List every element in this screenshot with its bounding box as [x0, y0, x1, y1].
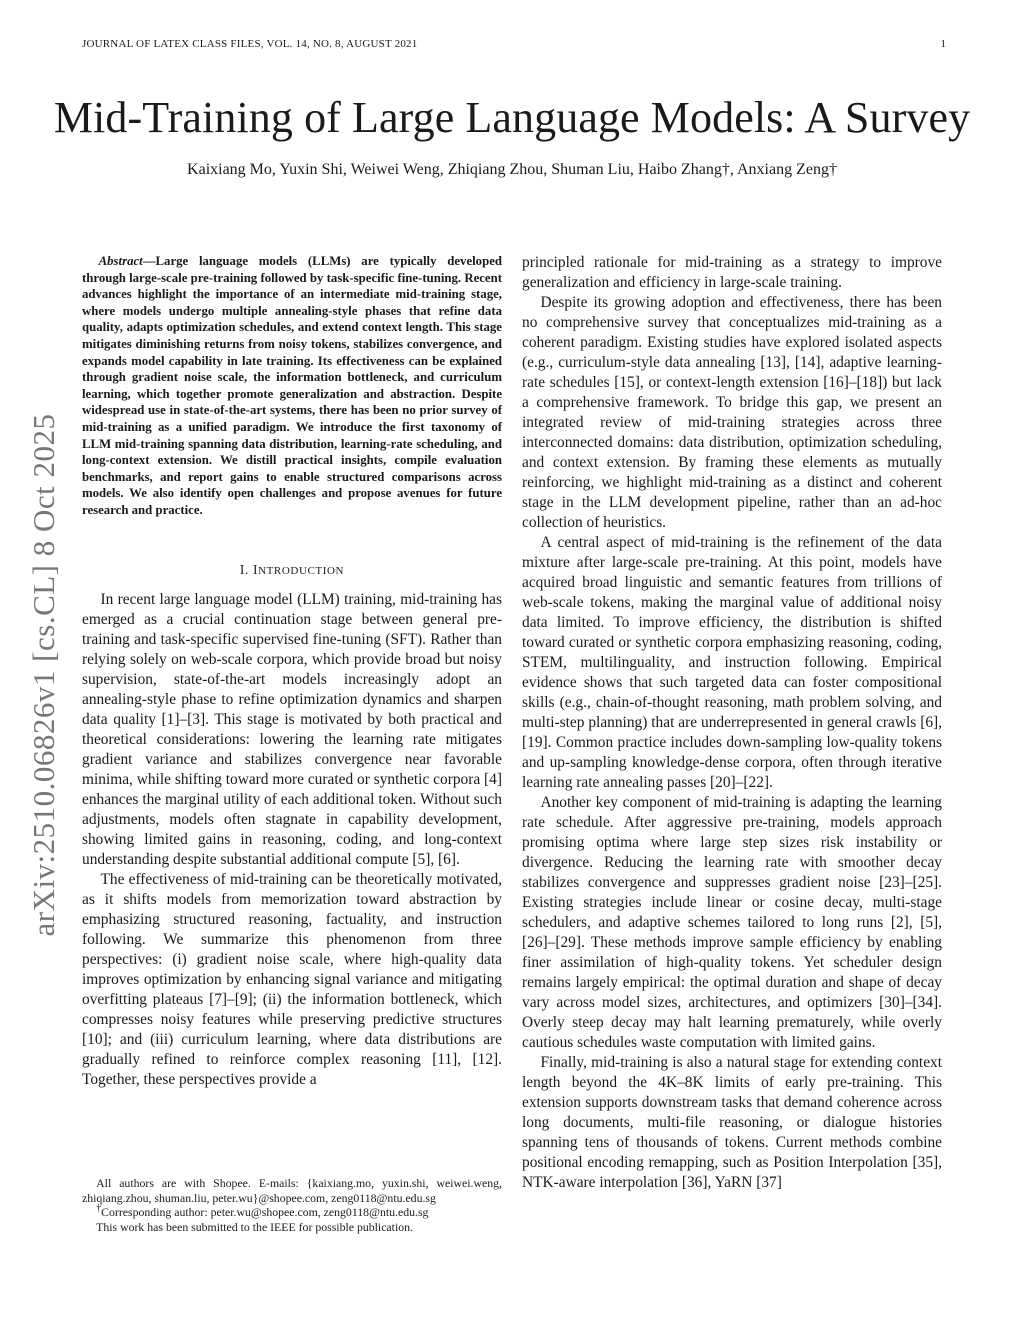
page-number: 1: [940, 38, 946, 50]
section-number: I.: [239, 561, 249, 577]
right-column: [522, 253, 942, 1193]
arxiv-identifier: arXiv:2510.06826v1 [cs.CL] 8 Oct 2025: [26, 413, 61, 937]
abstract-label: Abstract: [98, 254, 143, 268]
intro-paragraph-6: Finally, mid-training is also a natural stage for extending context length beyond the 4K–8K limits of early pre-training. This extension supports downstream tasks that demand coherence across long documents, multi-file reasoning, or dialogue histories spanning tens of thousands of tokens. Current methods combine positional encoding remapping, such as Position Interpolation [35], NTK-aware interpolation [36], YaRN [37]: [522, 1054, 942, 1191]
section-title-initial: I: [252, 561, 259, 577]
running-head: JOURNAL OF LATEX CLASS FILES, VOL. 14, NO. 8, AUGUST 2021: [82, 38, 418, 50]
intro-paragraph-1: In recent large language model (LLM) training, mid-training has emerged as a crucial continuation stage between general pre-training and task-specific supervised fine-tuning (SFT). Rather than relying solely on web-scale corpora, which provide broad but noisy supervision, state-of-the-art models increasingly adopt an annealing-style phase to refine optimization dynamics and sharpen data quality [1]–[3]. This stage is motivated by both practical and theoretical considerations: lowering the learning rate mitigates gradient variance and stabilizes convergence near favorable minima, while shifting toward more curated or synthetic corpora [4] enhances the marginal utility of each additional token. Without such adjustments, models often stagnate in capability development, showing limited gains in reasoning, coding, and long-context understanding despite substantial additional compute [5], [6].: [82, 590, 502, 868]
section-heading-introduction: [82, 562, 502, 578]
intro-paragraph-4: A central aspect of mid-training is the refinement of the data mixture after large-scale pre-training. At this point, models have acquired broad linguistic and semantic features from trillions of web-scale tokens, making the marginal value of additional noisy data limited. To improve efficiency, the distribution is shifted toward curated or synthetic corpora emphasizing reasoning, coding, STEM, multilinguality, and instruction following. Empirical evidence shows that such targeted data can foster compositional skills (e.g., chain-of-thought reasoning, math problem solving, and multi-step planning) that are underrepresented in general crawls [6], [19]. Common practice includes down-sampling low-quality tokens and up-sampling knowledge-dense corpora, often through iterative learning rate annealing passes [20]–[22].: [522, 534, 942, 791]
author-list: Kaixiang Mo, Yuxin Shi, Weiwei Weng, Zhiqiang Zhou, Shuman Liu, Haibo Zhang†, Anxiang Zeng†: [187, 161, 837, 178]
footnotes: [82, 1176, 502, 1234]
footnote-corresponding: [82, 1205, 502, 1220]
intro-paragraph-5: Another key component of mid-training is adapting the learning rate schedule. After aggressive pre-training, models approach promising optima where large step sizes risk instability or divergence. Reducing the learning rate with smoother decay stabilizes convergence and suppresses gradient noise [23]–[25]. Existing strategies include linear or cosine decay, multi-stage schedulers, and adaptive schemes tailored to long runs [2], [5], [26]–[29]. These methods improve sample efficiency by enabling finer assimilation of high-quality tokens. Yet scheduler design remains largely empirical: the optimal duration and shape of decay vary across model sizes, architectures, and optimizers [30]–[34]. Overly steep decay may halt learning prematurely, while overly cautious schedules waste computation with limited gains.: [522, 794, 942, 1051]
footnote-submission: This work has been submitted to the IEEE for possible publication.: [96, 1219, 413, 1234]
abstract-text: —Large language models (LLMs) are typically developed through large-scale pre-training followed by task-specific fine-tuning. Recent advances highlight the importance of an intermediate mid-training stage, where models undergo multiple annealing-style phases that refine data quality, adapts optimization schedules, and extend context length. This stage mitigates diminishing returns from noisy tokens, stabilizes convergence, and expands model capability in late training. Its effectiveness can be explained through gradient noise scale, the information bottleneck, and curriculum learning, which together promote generalization and abstraction. Despite widespread use in state-of-the-art systems, there has been no prior survey of mid-training as a unified paradigm. We introduce the first taxonomy of LLM mid-training spanning data distribution, learning-rate scheduling, and long-context extension. We distill practical insights, compile evaluation benchmarks, and report gains to enable structured comparisons across models. We also identify open challenges and propose avenues for future research and practice.: [82, 254, 502, 517]
footnote-corresponding-text: Corresponding author: peter.wu@shopee.com, zeng0118@ntu.edu.sg: [101, 1205, 429, 1219]
footnote-emails: All authors are with Shopee. E-mails: {kaixiang.mo, yuxin.shi, weiwei.weng, zhiqiang.zhou, shuman.liu, peter.wu}@shopee.com, zeng0118@ntu.edu.sg: [82, 1176, 502, 1205]
intro-paragraph-2-continued: principled rationale for mid-training as a strategy to improve generalization and efficiency in large-scale training.: [522, 254, 942, 291]
paper-title: Mid-Training of Large Language Models: A Survey: [53, 93, 971, 142]
arxiv-sidebar: [14, 380, 74, 970]
left-column: [82, 253, 502, 1090]
section-title-rest: NTRODUCTION: [258, 564, 345, 577]
abstract: [82, 253, 502, 519]
intro-paragraph-3: Despite its growing adoption and effectiveness, there has been no comprehensive survey that conceptualizes mid-training as a coherent paradigm. Existing studies have explored isolated aspects (e.g., curriculum-style data annealing [13], [14], adaptive learning-rate schedules [15], or context-length extension [16]–[18]) but lack a comprehensive framework. To bridge this gap, we present an integrated review of mid-training strategies across three interconnected domains: data distribution, optimization scheduling, and context extension. By framing these elements as mutually reinforcing, we highlight mid-training as a distinct and coherent stage in the LLM development pipeline, rather than an ad-hoc collection of heuristics.: [522, 294, 942, 531]
dagger-mark: †: [96, 1203, 102, 1215]
intro-paragraph-2: The effectiveness of mid-training can be theoretically motivated, as it shifts models from memorization toward abstraction by emphasizing structured reasoning, factuality, and instruction following. We summarize this phenomenon from three perspectives: (i) gradient noise scale, where high-quality data improves optimization by enhancing signal variance and mitigating overfitting plateaus [7]–[9]; (ii) the information bottleneck, which compresses noisy features while preserving predictive structures [10]; and (iii) curriculum learning, where data distributions are gradually refined to reinforce complex reasoning [11], [12]. Together, these perspectives provide a: [82, 870, 502, 1088]
